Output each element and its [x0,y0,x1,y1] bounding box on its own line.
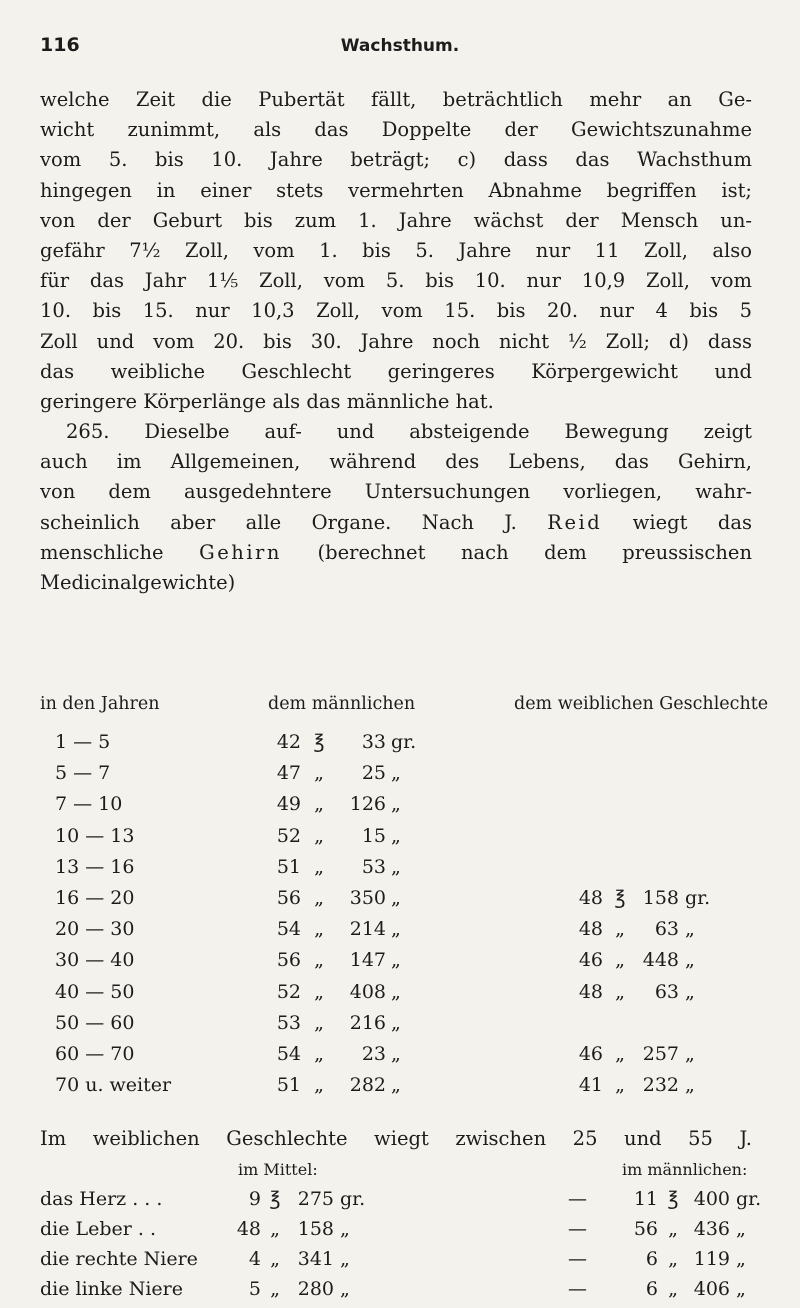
table-row [0,1248,800,1278]
unze-symbol: „ [615,1043,625,1065]
table-row [0,1074,800,1105]
male-gran: 282 [349,1074,386,1097]
age-range: 7 — 10 [55,793,123,816]
male-gran: 436 [693,1218,730,1240]
gran-unit: „ [685,918,695,941]
male-unze: 56 [276,887,301,909]
page-number: 116 [40,34,80,56]
table-row [0,949,800,980]
age-range: 10 — 13 [55,824,135,847]
page-header [40,34,760,60]
organ-intro-line: Im weiblichen Geschlechte wiegt zwischen 25 und 55 J. [40,1127,752,1150]
male-gran: 15 [361,824,386,847]
age-range: 1 — 5 [55,731,111,753]
text-line: für das Jahr 1⅕ Zoll, vom 5. bis 10. nur 10,9 Zoll, vom [40,269,752,293]
table-row [0,762,800,793]
unze-symbol: ℥ [269,1188,281,1210]
age-range: 13 — 16 [55,855,135,878]
age-range: 40 — 50 [55,980,135,1003]
table-row [0,1278,800,1308]
dash-separator: — [568,1218,587,1240]
male-unze: 52 [276,980,301,1003]
female-unze: 48 [578,887,603,909]
female-gran: 275 [297,1188,334,1210]
gran-unit: „ [736,1218,746,1240]
age-range: 16 — 20 [55,887,135,909]
gran-unit: „ [391,1043,401,1065]
gran-unit: „ [340,1218,350,1240]
column-header-female: dem weiblichen Geschlechte [514,694,769,714]
male-gran: 53 [361,855,386,878]
gran-unit: „ [391,824,401,847]
unze-symbol: „ [668,1218,678,1240]
unze-symbol: „ [314,824,324,847]
gran-unit: „ [685,1043,695,1065]
unze-symbol: „ [615,1074,625,1097]
text-line: gefähr 7½ Zoll, vom 1. bis 5. Jahre nur 11 Zoll, also [40,238,752,262]
female-gran: 63 [654,918,679,941]
unze-symbol: „ [314,855,324,878]
male-unze: 11 [633,1188,658,1210]
female-unze: 48 [578,918,603,941]
unze-symbol: „ [668,1278,678,1300]
female-unze: 4 [248,1248,261,1270]
age-range: 60 — 70 [55,1043,135,1065]
body-text [40,85,752,598]
table-row [0,918,800,949]
text-line: auch im Allgemeinen, während des Lebens, das Gehirn, [40,450,752,474]
male-unze: 56 [276,949,301,972]
text-line: Zoll und vom 20. bis 30. Jahre noch nicht ½ Zoll; d) dass [40,329,752,353]
text-fragment: menschliche [40,540,164,564]
gran-unit: „ [685,1074,695,1097]
male-gran: 119 [693,1248,730,1270]
table-row [0,825,800,856]
gran-unit: gr. [736,1188,762,1210]
female-gran: 341 [297,1248,334,1270]
table-row [0,731,800,762]
table-row [0,1012,800,1043]
female-gran: 158 [642,887,679,909]
male-unze: 51 [276,855,301,878]
text-line: Medicinalgewichte) [40,571,236,594]
age-range: 50 — 60 [55,1011,135,1034]
text-line: von der Geburt bis zum 1. Jahre wächst der Mensch un- [40,208,752,232]
text-line [40,538,752,568]
gran-unit: „ [391,762,401,785]
unze-symbol: „ [270,1278,280,1300]
female-unze: 46 [578,1043,603,1065]
female-unze: 46 [578,949,603,972]
female-gran: 232 [642,1074,679,1097]
age-range: 5 — 7 [55,762,111,785]
female-gran: 280 [297,1278,334,1300]
male-unze: 6 [645,1248,658,1270]
unze-symbol: „ [314,949,324,972]
unze-symbol: „ [314,980,324,1003]
unze-symbol: ℥ [667,1188,679,1210]
table-row [0,856,800,887]
male-unze: 51 [276,1074,301,1097]
column-header-male: dem männlichen [268,694,416,714]
female-unze: 9 [248,1188,261,1210]
table-row [0,981,800,1012]
organ-name: die linke Niere [40,1278,183,1300]
unze-symbol: „ [668,1248,678,1270]
male-gran: 406 [693,1278,730,1300]
gran-unit: „ [391,1074,401,1097]
running-title: Wachsthum. [340,36,460,56]
gran-unit: gr. [685,887,711,909]
unze-symbol: „ [270,1248,280,1270]
text-line: welche Zeit die Pubertät fällt, beträchtlich mehr an Ge- [40,88,752,111]
gran-unit: „ [391,949,401,972]
text-fragment: (berechnet nach dem preussischen [317,540,752,564]
male-gran: 400 [693,1188,730,1210]
gran-unit: „ [685,980,695,1003]
unze-symbol: „ [314,762,324,785]
female-unze: 48 [236,1218,261,1240]
age-range: 30 — 40 [55,949,135,972]
dash-separator: — [568,1278,587,1300]
table-row [0,1188,800,1218]
male-unze: 42 [276,731,301,753]
male-gran: 23 [361,1043,386,1065]
unze-symbol: „ [615,918,625,941]
male-unze: 6 [645,1278,658,1300]
male-gran: 216 [349,1011,386,1034]
female-unze: 41 [578,1074,603,1097]
unze-symbol: „ [270,1218,280,1240]
text-fragment: scheinlich aber alle Organe. Nach J. [40,510,517,534]
female-gran: 448 [642,949,679,972]
age-range: 20 — 30 [55,918,135,941]
paragraph-265-line: 265. Dieselbe auf- und absteigende Bewegung zeigt [66,420,752,444]
emphasized-word: Gehirn [199,540,282,564]
text-line [40,508,752,538]
gran-unit: „ [340,1278,350,1300]
male-unze: 49 [276,793,301,816]
gran-unit: „ [340,1248,350,1270]
female-gran: 63 [654,980,679,1003]
female-unze: 5 [248,1278,261,1300]
male-gran: 214 [349,918,386,941]
gran-unit: „ [391,980,401,1003]
male-unze: 47 [276,762,301,785]
male-unze: 53 [276,1011,301,1034]
male-unze: 54 [276,1043,301,1065]
gran-unit: „ [391,1011,401,1034]
gran-unit: „ [391,855,401,878]
male-unze: 56 [633,1218,658,1240]
gran-unit: „ [391,887,401,909]
table-row [0,887,800,918]
text-line: das weibliche Geschlecht geringeres Körpergewicht und [40,359,752,383]
text-line: von dem ausgedehntere Untersuchungen vorliegen, wahr- [40,480,752,504]
gran-unit: „ [391,793,401,816]
unze-symbol: ℥ [614,887,626,909]
female-average-header: im Mittel: [238,1160,318,1179]
male-gran: 25 [361,762,386,785]
male-gran: 147 [349,949,386,972]
text-line: vom 5. bis 10. Jahre beträgt; c) dass das Wachsthum [40,148,752,172]
male-gran: 33 [361,731,386,753]
female-gran: 158 [297,1218,334,1240]
dash-separator: — [568,1248,587,1270]
unze-symbol: „ [615,949,625,972]
unze-symbol: „ [314,1074,324,1097]
unze-symbol: „ [314,1043,324,1065]
male-gran: 350 [349,887,386,909]
dash-separator: — [568,1188,587,1210]
age-range: 70 u. weiter [55,1074,172,1097]
gran-unit: „ [736,1248,746,1270]
female-unze: 48 [578,980,603,1003]
table-row [0,1218,800,1248]
author-name: Reid [547,510,603,534]
organ-name: das Herz . . . [40,1188,163,1210]
text-line: wicht zunimmt, als das Doppelte der Gewichtszunahme [40,118,752,142]
male-unze: 54 [276,918,301,941]
unze-symbol: „ [314,793,324,816]
male-gran: 126 [349,793,386,816]
table-row [0,1043,800,1074]
gran-unit: „ [685,949,695,972]
male-unze: 52 [276,824,301,847]
gran-unit: gr. [391,731,417,753]
gran-unit: „ [391,918,401,941]
unze-symbol: ℥ [313,731,325,753]
table-row [0,793,800,824]
organ-name: die rechte Niere [40,1248,198,1270]
female-gran: 257 [642,1043,679,1065]
column-header-age: in den Jahren [40,694,160,714]
text-line: geringere Körperlänge als das männliche hat. [40,389,494,413]
gran-unit: „ [736,1278,746,1300]
organ-name: die Leber . . [40,1218,157,1240]
text-line: hingegen in einer stets vermehrten Abnahme begriffen ist; [40,178,752,202]
unze-symbol: „ [314,887,324,909]
gran-unit: gr. [340,1188,366,1210]
text-fragment: wiegt das [632,510,752,534]
text-line: 10. bis 15. nur 10,3 Zoll, vom 15. bis 20. nur 4 bis 5 [40,299,752,323]
unze-symbol: „ [314,1011,324,1034]
unze-symbol: „ [314,918,324,941]
unze-symbol: „ [615,980,625,1003]
male-gran: 408 [349,980,386,1003]
male-header: im männlichen: [622,1160,748,1179]
